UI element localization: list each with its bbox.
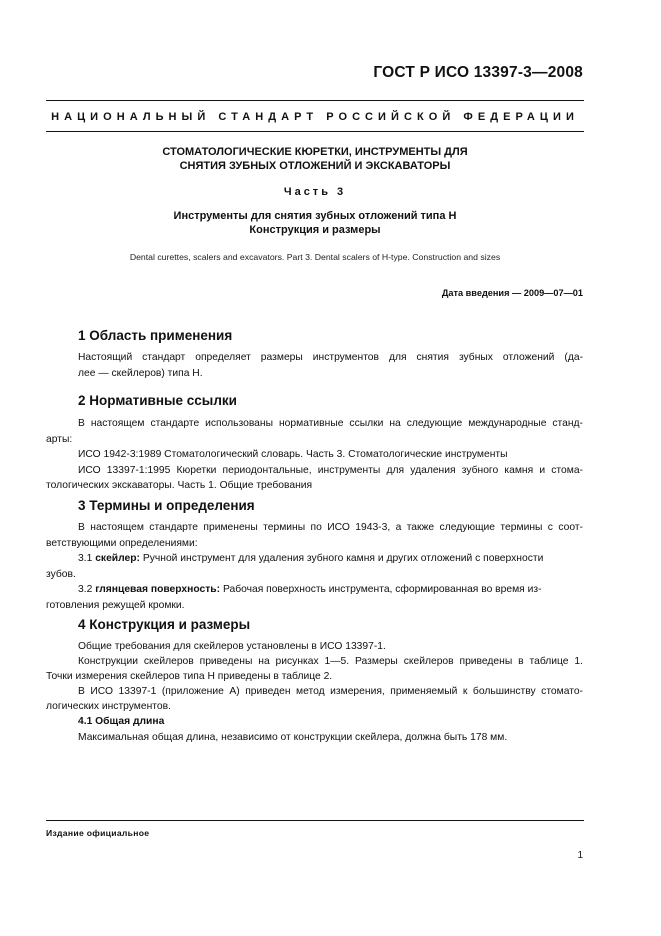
title-line-1: СТОМАТОЛОГИЧЕСКИЕ КЮРЕТКИ, ИНСТРУМЕНТЫ ДЛЯ bbox=[162, 146, 468, 158]
official-edition-label: Издание официальное bbox=[46, 828, 150, 838]
term-2-definition: Рабочая поверхность инструмента, сформированная во время из- bbox=[222, 584, 542, 595]
section-4-heading: 4 Конструкция и размеры bbox=[78, 617, 251, 632]
title-line-2: СНЯТИЯ ЗУБНЫХ ОТЛОЖЕНИЙ И ЭКСКАВАТОРЫ bbox=[179, 160, 451, 172]
section-2-heading: 2 Нормативные ссылки bbox=[78, 393, 237, 408]
term-1-continued bbox=[46, 569, 551, 580]
section-4-text-line bbox=[78, 641, 583, 652]
section-1-text-line bbox=[78, 352, 583, 363]
s2-line-5: тологических экскаваторы. Часть 1. Общие требования bbox=[46, 480, 313, 491]
section-3-text-line bbox=[46, 538, 551, 549]
term-1-number: 3.1 bbox=[78, 553, 93, 564]
header-rule bbox=[46, 100, 584, 101]
term-2 bbox=[78, 584, 583, 595]
s2-line-4: ИСО 13397-1:1995 Кюретки периодонтальные, инструменты для удаления зубного камня и стома- bbox=[78, 465, 583, 476]
document-code: ГОСТ Р ИСО 13397-3—2008 bbox=[373, 64, 583, 81]
section-2-text-line bbox=[46, 480, 551, 491]
english-title: Dental curettes, scalers and excavators. Part 3. Dental scalers of H-type. Construction and sizes bbox=[129, 252, 501, 262]
s4-line-4: В ИСО 13397-1 (приложение А) приведен метод измерения, применяемый к большинству стомато- bbox=[78, 686, 583, 697]
national-standard-label: НАЦИОНАЛЬНЫЙ СТАНДАРТ РОССИЙСКОЙ ФЕДЕРАЦИИ bbox=[51, 111, 579, 123]
term-2-name: глянцевая поверхность: bbox=[95, 584, 221, 595]
section-3-heading: 3 Термины и определения bbox=[78, 498, 255, 513]
section-4-text-line bbox=[78, 686, 583, 697]
s4-line-5: логических инструментов. bbox=[46, 701, 171, 712]
section-1-text-line bbox=[78, 368, 583, 379]
s4-line-6: Максимальная общая длина, независимо от конструкции скейлера, должна быть 178 мм. bbox=[78, 732, 508, 743]
term-2-number: 3.2 bbox=[78, 584, 93, 595]
term-1-name: скейлер: bbox=[95, 553, 140, 564]
section-4-text-line bbox=[46, 671, 551, 682]
s3-line-1: В настоящем стандарте применены термины по ИСО 1943-3, а также следующие термины с соот- bbox=[78, 522, 583, 533]
section-2-text-line bbox=[46, 434, 551, 445]
section-2-text-line bbox=[78, 418, 583, 429]
term-2-continued bbox=[46, 600, 551, 611]
subtitle-line-2: Конструкция и размеры bbox=[249, 224, 381, 236]
section-1-heading: 1 Область применения bbox=[78, 328, 233, 343]
s1-line-2: лее — скейлеров) типа H. bbox=[78, 368, 203, 379]
section-2-text-line bbox=[78, 449, 583, 460]
term-1 bbox=[78, 553, 583, 564]
introduction-date: Дата введения — 2009—07—01 bbox=[441, 288, 583, 298]
s1-line-1: Настоящий стандарт определяет размеры инструментов для снятия зубных отложений (да- bbox=[78, 352, 583, 363]
document-title bbox=[46, 145, 584, 173]
section-3-text-line bbox=[78, 522, 583, 533]
s4-line-2: Конструкции скейлеров приведены на рисунках 1—5. Размеры скейлеров приведены в таблице 1. bbox=[78, 656, 583, 667]
s2-line-1: В настоящем стандарте использованы нормативные ссылки на следующие международные станд- bbox=[78, 418, 583, 429]
section-2-text-line bbox=[78, 465, 583, 476]
s4-line-3: Точки измерения скейлеров типа H приведены в таблице 2. bbox=[46, 671, 333, 682]
s2-line-3: ИСО 1942-3:1989 Стоматологический словарь. Часть 3. Стоматологические инструменты bbox=[78, 449, 508, 460]
document-subtitle bbox=[46, 209, 584, 237]
page-number: 1 bbox=[577, 850, 583, 861]
s4-line-1: Общие требования для скейлеров установлены в ИСО 13397-1. bbox=[78, 641, 386, 652]
part-label: Часть 3 bbox=[283, 186, 347, 198]
footer-rule bbox=[46, 820, 584, 821]
subtitle-line-1: Инструменты для снятия зубных отложений типа H bbox=[173, 210, 457, 222]
term-1-definition-end: зубов. bbox=[46, 569, 76, 580]
section-4-text-line bbox=[78, 656, 583, 667]
term-1-definition: Ручной инструмент для удаления зубного камня и других отложений с поверхности bbox=[142, 553, 544, 564]
national-rule bbox=[46, 131, 584, 132]
section-4-text-line bbox=[78, 732, 583, 743]
s2-line-2: арты: bbox=[46, 434, 73, 445]
section-4-text-line bbox=[46, 701, 551, 712]
s3-line-2: ветствующими определениями: bbox=[46, 538, 198, 549]
s4-sub-heading: 4.1 Общая длина bbox=[78, 716, 165, 727]
subsection-4-1-heading bbox=[78, 716, 583, 727]
term-2-definition-end: готовления режущей кромки. bbox=[46, 600, 185, 611]
